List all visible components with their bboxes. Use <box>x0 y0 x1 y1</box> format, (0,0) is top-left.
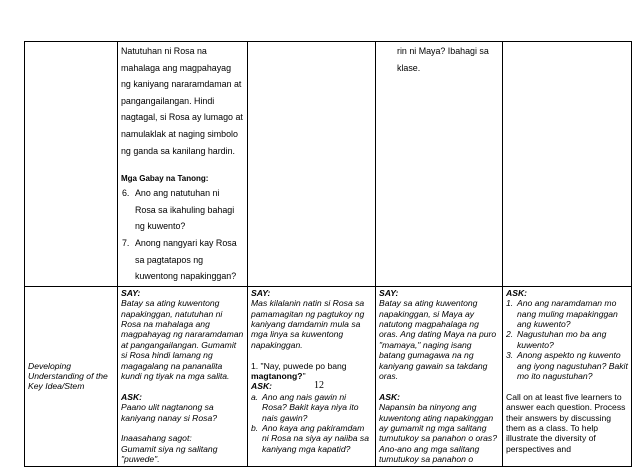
say-label: SAY: <box>121 287 141 298</box>
guide-question-number: 6. <box>122 188 130 199</box>
reflection-cell <box>503 286 632 466</box>
ask-item: b. Ano kaya ang pakiramdam ni Rosa na siya ay naiiba sa kaniyang mga kapatid? <box>251 422 370 454</box>
story-line: Natutuhan ni Rosa na <box>121 46 207 56</box>
guide-question: 7. Anong nangyari kay Rosa sa pagtatapos ng kuwentong napakinggan? <box>135 235 244 285</box>
ask-text: Paano ulit nagtanong sa kaniyang nanay si Rosa? <box>121 402 218 423</box>
ask-item: a. Ano ang nais gawin ni Rosa? Bakit kaya niya ito nais gawin? <box>251 391 359 423</box>
guide-questions-title: Mga Gabay na Tanong: <box>121 174 209 184</box>
empty-cell <box>503 42 632 287</box>
maya-question-cell <box>376 42 503 287</box>
ask-text: Napansin ba ninyong ang kuwentong ating napakinggan ay gumamit ng mga salitang tumutukoy sa panahon o oras? Ano-ano ang mga salitang tumutukoy sa panahon o <box>379 402 498 465</box>
maya-summary-cell <box>376 286 503 466</box>
story-line: pangangailangan. Hindi <box>121 95 215 106</box>
ask-label: ASK: <box>506 287 528 298</box>
question-line: klase. <box>397 62 421 73</box>
story-conclusion-cell <box>118 42 248 287</box>
story-line: ng kaniyang nararamdaman at <box>121 79 242 90</box>
question-line: rin ni Maya? Ibahagi sa <box>397 46 489 56</box>
ask-label: ASK: <box>121 391 143 402</box>
lesson-plan-table <box>24 41 632 467</box>
ask-label: ASK: <box>379 391 401 402</box>
expected-answer-text: Gumamit siya ng salitang "puwede". <box>121 443 218 465</box>
table-row <box>25 42 632 287</box>
story-line: nagtagal, si Rosa ay lumago at <box>121 112 243 123</box>
ask-item: 2. Nagustuhan mo ba ang kuwento? <box>506 329 607 350</box>
ask-label: ASK: <box>251 381 273 392</box>
ask-item: 3. Anong aspekto ng kuwento ang iyong nagustuhan? Bakit mo ito nagustuhan? <box>506 350 628 381</box>
say-text: Mas kilalanin natin si Rosa sa pamamagitan ng pagtukoy ng kaniyang damdamin mula sa mga linya sa kuwentong napakinggan. <box>251 298 365 350</box>
say-label: SAY: <box>379 287 399 298</box>
say-label: SAY: <box>251 287 271 298</box>
story-line: mahalaga ang magpahayag <box>121 62 232 73</box>
say-text: Batay sa ating kuwentong napakinggan, natutuhan ni Rosa na mahalaga ang magpahayag ng nararamdaman at pangangailangan. Gumamit si Rosa hindi lamang ng magagalang na pananalita kundi ng tiyak na mga salita. <box>121 298 244 381</box>
table-row <box>25 286 632 466</box>
teacher-note: Call on at least five learners to answer each question. Process their answers by discussing them as a class. To help illustrate the diversity of perspectives and <box>506 391 626 454</box>
guide-question: 6. Ano ang natutuhan ni Rosa sa ikahuling bahagi ng kuwento? <box>135 185 244 235</box>
story-line: namulaklak at naging simbolo <box>121 128 238 139</box>
guide-questions-list <box>121 185 244 285</box>
empty-label-cell <box>25 42 118 287</box>
row-label: Developing Understanding of the Key Idea/Stem <box>25 286 118 466</box>
ask-item: 1. Ano ang naramdaman mo nang muling mapakinggan ang kuwento? <box>506 298 618 329</box>
story-quote: 1. "Nay, puwede po bang magtanong?" <box>251 360 347 381</box>
page-number: 12 <box>314 380 324 391</box>
expected-answer-label: Inaasahang sagot: <box>121 433 192 444</box>
empty-cell <box>248 42 376 287</box>
rosa-feelings-cell <box>248 286 376 466</box>
guide-question-number: 7. <box>122 237 130 248</box>
rosa-summary-cell <box>118 286 248 466</box>
story-line: ng ganda sa kanilang hardin. <box>121 145 235 156</box>
say-text: Batay sa ating kuwentong napakinggan, si Maya ay natutong magpahalaga ng oras. Ang dating Maya na puro "mamaya," naging isang batang gumagawa na ng kaniyang gawain sa takdang oras. <box>379 298 497 381</box>
